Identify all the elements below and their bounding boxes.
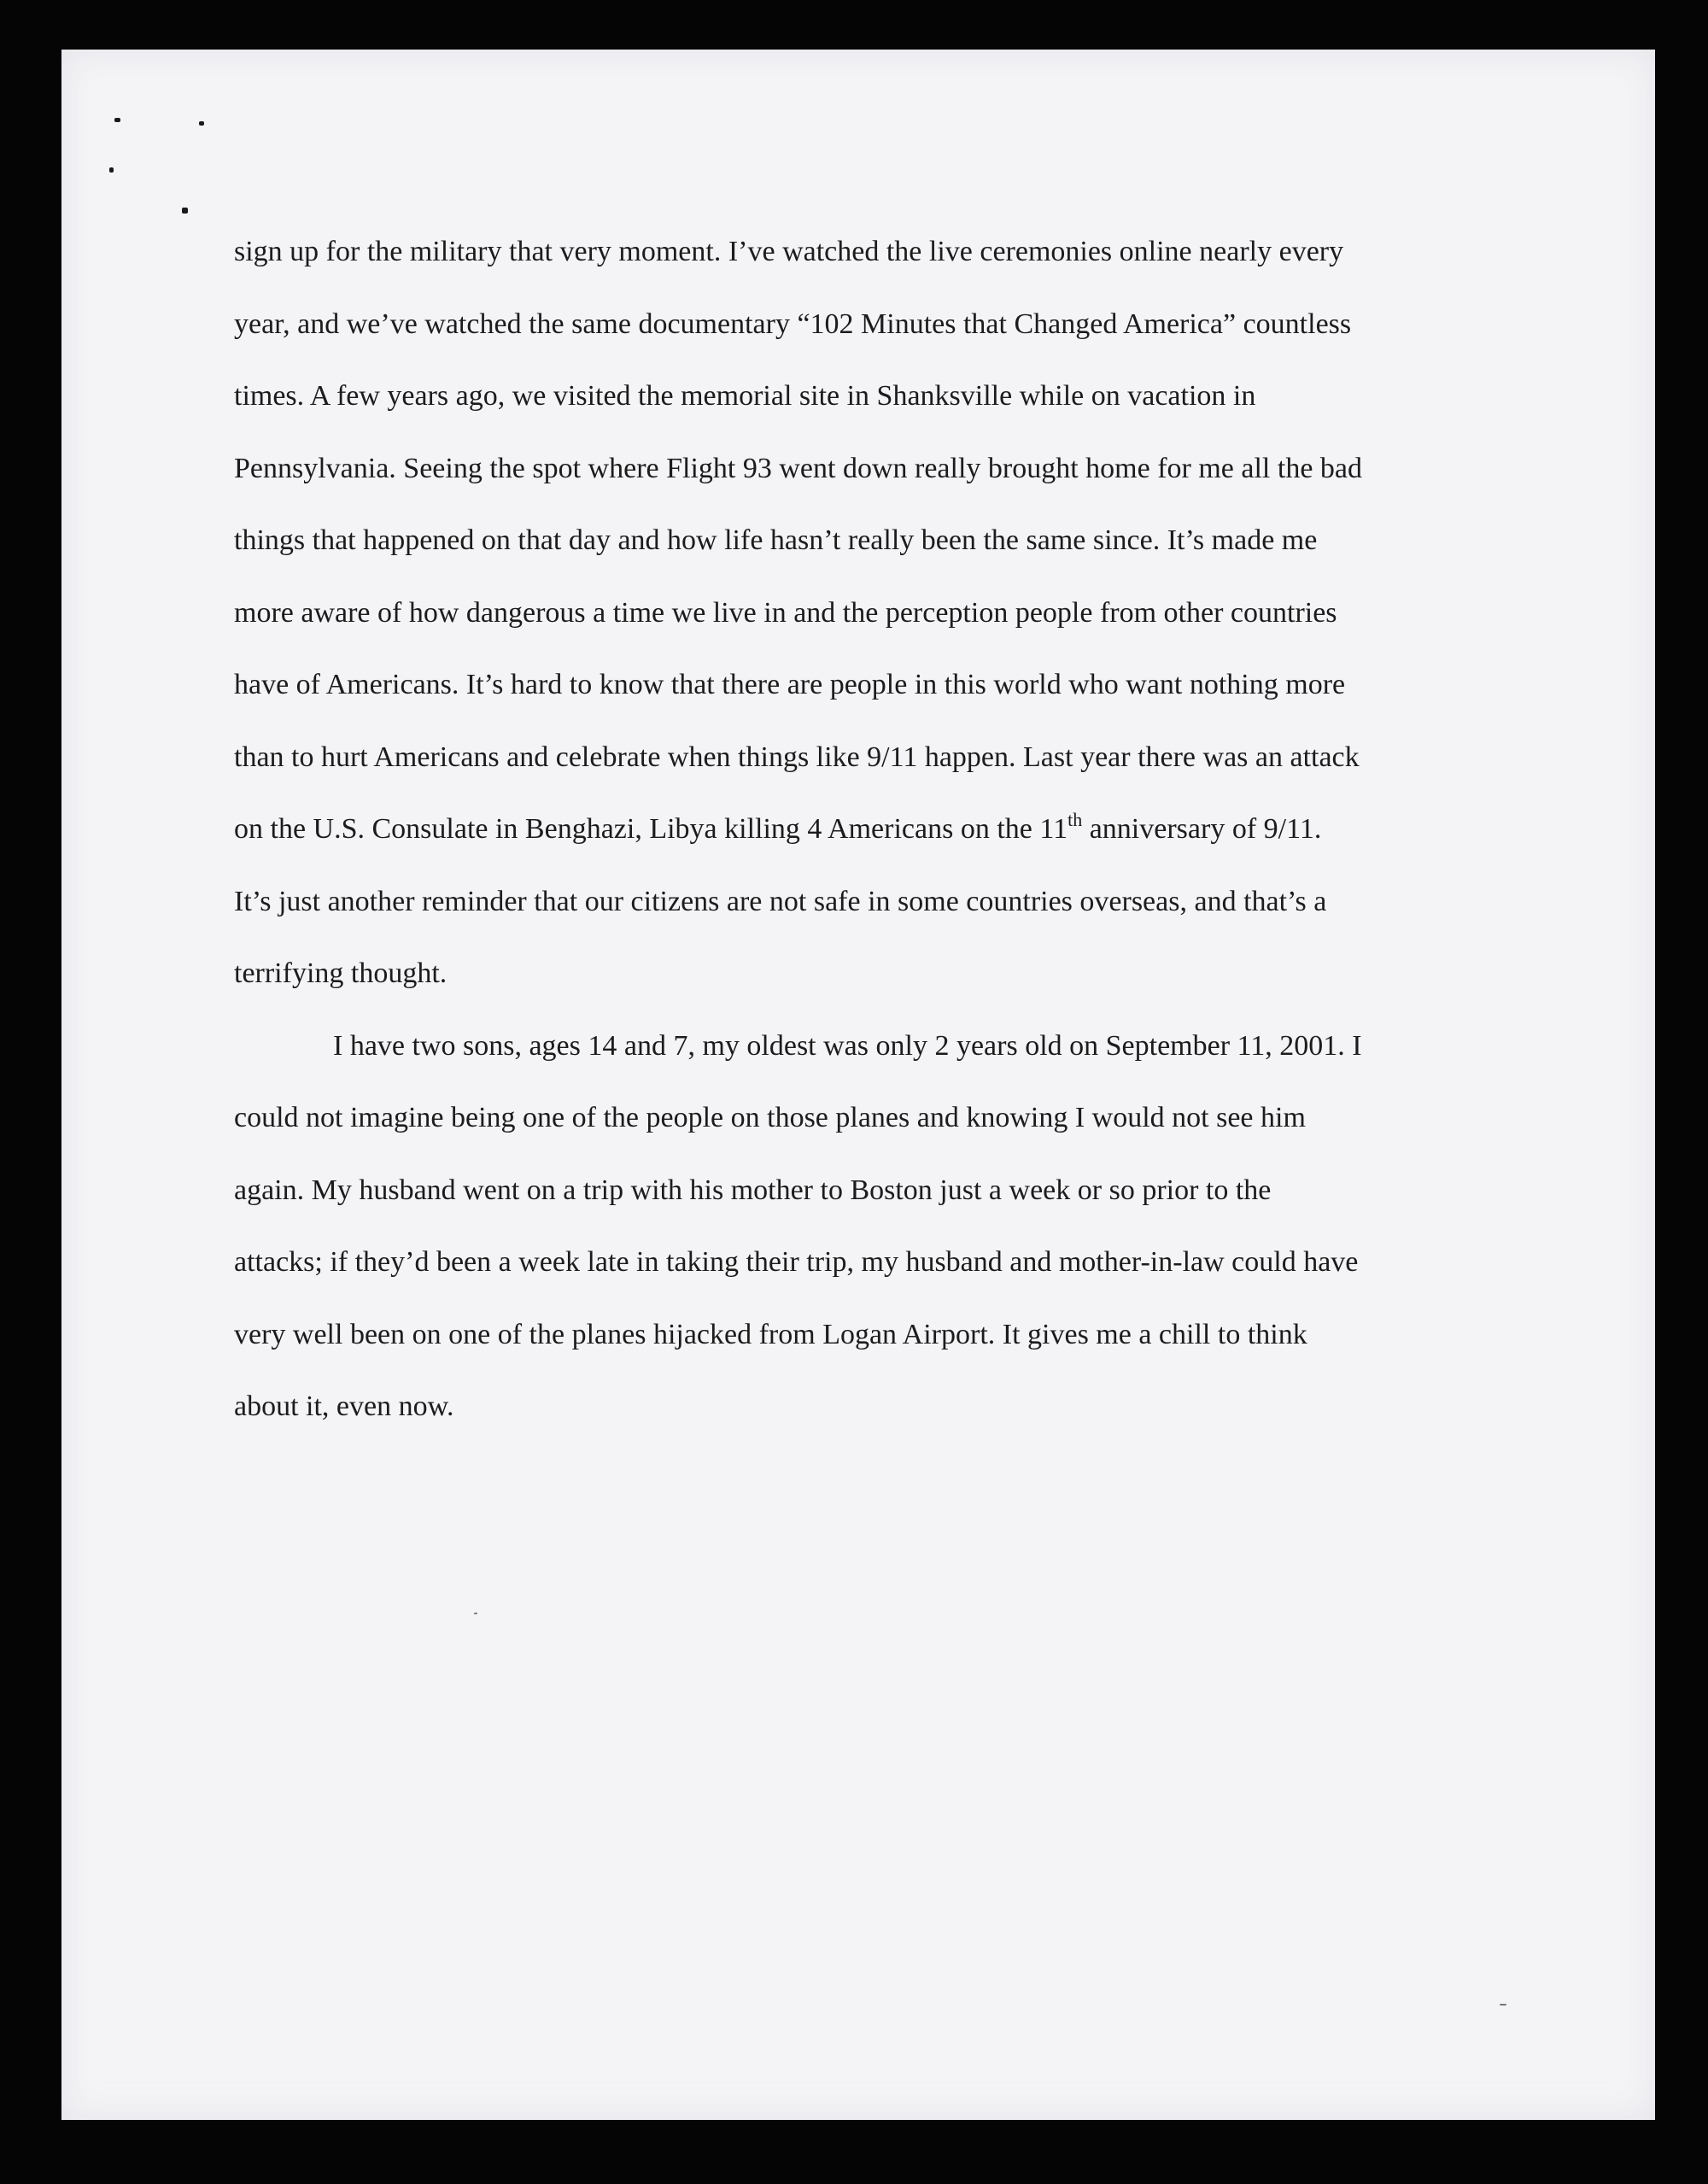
document-body [234,226,1464,1454]
text-line: attacks; if they’d been a week late in taking their trip, my husband and mother-in-law could have [234,1246,1359,1278]
text-line: about it, even now. [234,1391,454,1422]
text-line: could not imagine being one of the people on those planes and knowing I would not see him [234,1102,1306,1133]
scan-speck [474,1613,477,1614]
scan-speck [182,208,188,214]
text-line: have of Americans. It’s hard to know that there are people in this world who want nothing more [234,669,1346,700]
text-line: year, and we’ve watched the same documentary “102 Minutes that Changed America” countless [234,307,1352,340]
text-line: very well been on one of the planes hijacked from Logan Airport. It gives me a chill to think [234,1318,1307,1350]
text-line-indented: I have two sons, ages 14 and 7, my oldest was only 2 years old on September 11, 2001. I [333,1029,1362,1062]
text-segment: on the U.S. Consulate in Benghazi, Libya killing 4 Americans on the 11 [234,813,1068,845]
text-line: Pennsylvania. Seeing the spot where Flight 93 went down really brought home for me all the bad [234,452,1363,484]
text-line: sign up for the military that very moment. I’ve watched the live ceremonies online nearly every [234,236,1344,267]
scan-speck [109,167,114,173]
text-line: It’s just another reminder that our citizens are not safe in some countries overseas, and that’s a [234,885,1327,917]
text-line: things that happened on that day and how life hasn’t really been the same since. It’s made me [234,524,1318,556]
scan-speck [199,121,204,126]
text-line-with-superscript [234,804,1464,876]
ordinal-superscript: th [1068,808,1083,830]
text-segment: anniversary of 9/11. [1082,813,1322,845]
text-line: times. A few years ago, we visited the memorial site in Shanksville while on vacation in [234,380,1256,412]
text-line: again. My husband went on a trip with his mother to Boston just a week or so prior to the [234,1174,1272,1206]
scan-speck [114,118,120,122]
text-line: terrifying thought. [234,957,447,989]
text-line: more aware of how dangerous a time we live in and the perception people from other countries [234,596,1337,629]
scan-speck [1500,2004,1506,2005]
text-line: than to hurt Americans and celebrate when things like 9/11 happen. Last year there was an attack [234,741,1360,773]
